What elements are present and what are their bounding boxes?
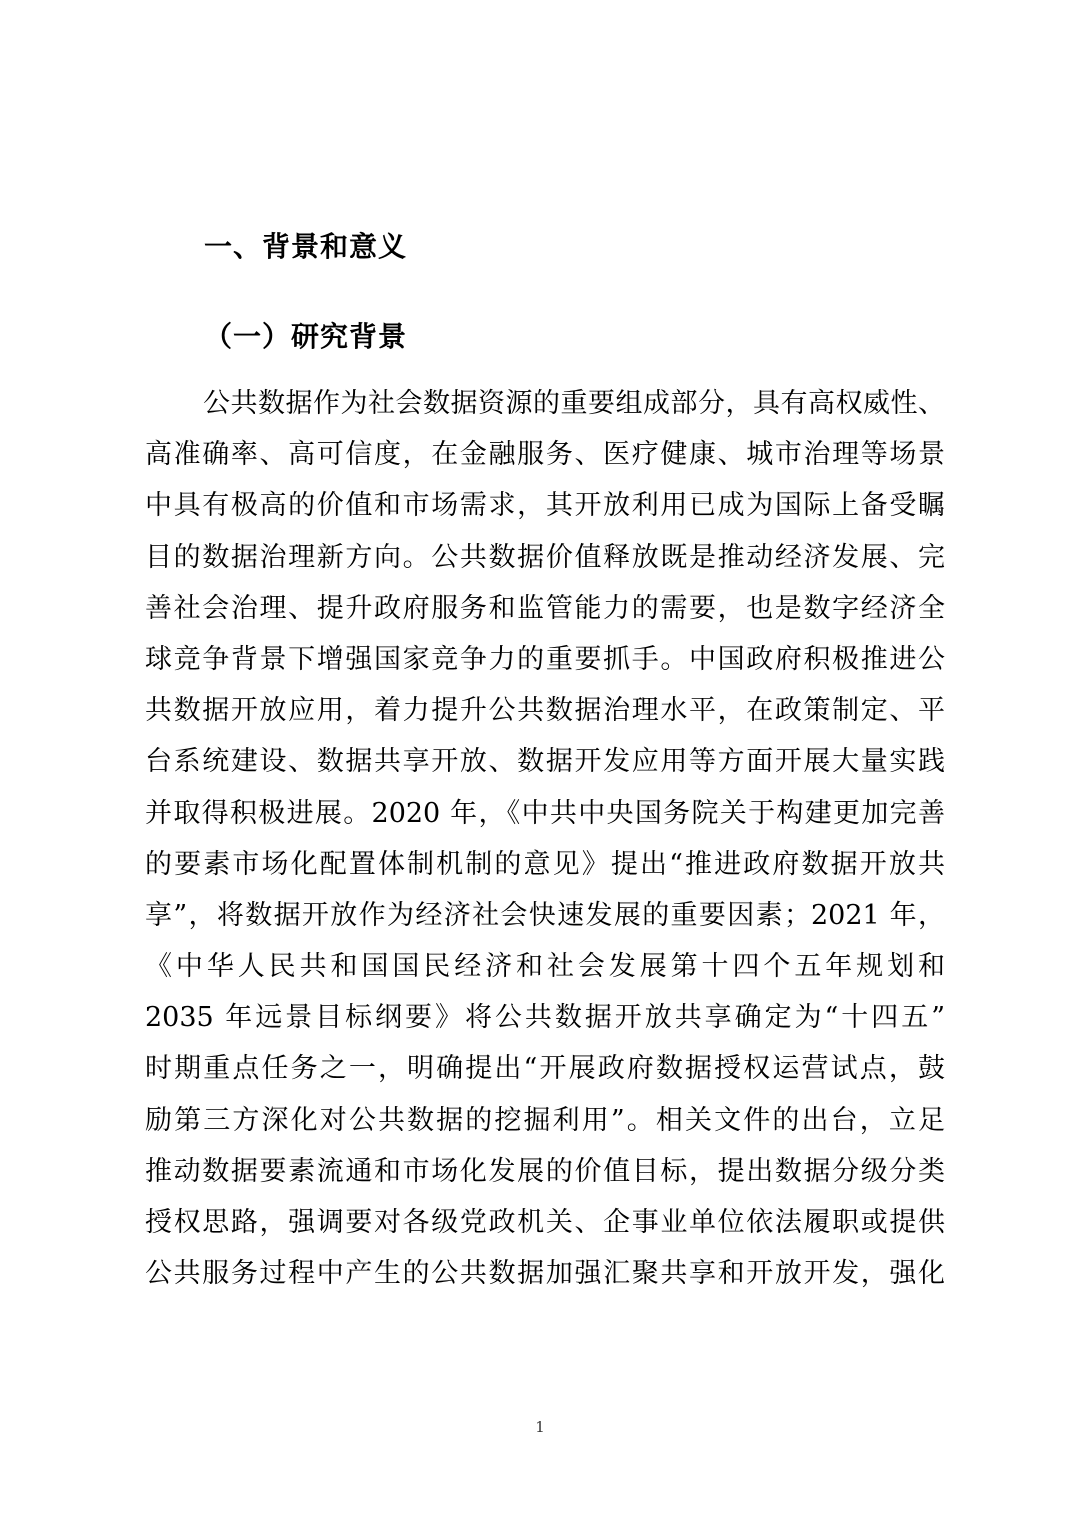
paragraph-line: 公共数据作为社会数据资源的重要组成部分，具有高权威性、 xyxy=(203,388,945,419)
paragraph-line: 并取得积极进展。2020 年，《中共中央国务院关于构建更加完善 xyxy=(145,797,945,829)
paragraph-line: 公共服务过程中产生的公共数据加强汇聚共享和开放开发，强化 xyxy=(145,1258,945,1290)
subsection-heading: （一）研究背景 xyxy=(204,320,408,353)
paragraph-line: 台系统建设、数据共享开放、数据开发应用等方面开展大量实践 xyxy=(145,746,945,778)
paragraph-line: 《中华人民共和国国民经济和社会发展第十四个五年规划和 xyxy=(145,951,945,983)
paragraph-line: 中具有极高的价值和市场需求，其开放利用已成为国际上备受瞩 xyxy=(145,490,945,522)
paragraph-line: 目的数据治理新方向。公共数据价值释放既是推动经济发展、完 xyxy=(145,541,945,573)
paragraph-line: 的要素市场化配置体制机制的意见》提出“推进政府数据开放共 xyxy=(145,848,945,880)
paragraph-line: 善社会治理、提升政府服务和监管能力的需要，也是数字经济全 xyxy=(145,592,945,624)
paragraph-line: 共数据开放应用，着力提升公共数据治理水平，在政策制定、平 xyxy=(145,695,945,727)
page-number: 1 xyxy=(535,1418,545,1436)
body-paragraph xyxy=(145,378,945,1299)
paragraph-line: 球竞争背景下增强国家竞争力的重要抓手。中国政府积极推进公 xyxy=(145,643,945,675)
paragraph-line: 授权思路，强调要对各级党政机关、企事业单位依法履职或提供 xyxy=(145,1207,945,1238)
paragraph-line: 享”，将数据开放作为经济社会快速发展的重要因素；2021 年， xyxy=(145,899,945,931)
paragraph-line: 时期重点任务之一，明确提出“开展政府数据授权运营试点，鼓 xyxy=(145,1053,945,1085)
paragraph-line: 2035 年远景目标纲要》将公共数据开放共享确定为“十四五” xyxy=(145,1002,945,1034)
section-heading: 一、背景和意义 xyxy=(204,230,408,263)
paragraph-line: 高准确率、高可信度，在金融服务、医疗健康、城市治理等场景 xyxy=(145,439,945,471)
paragraph-line: 励第三方深化对公共数据的挖掘利用”。相关文件的出台，立足 xyxy=(145,1104,945,1136)
paragraph-line: 推动数据要素流通和市场化发展的价值目标，提出数据分级分类 xyxy=(145,1155,945,1187)
